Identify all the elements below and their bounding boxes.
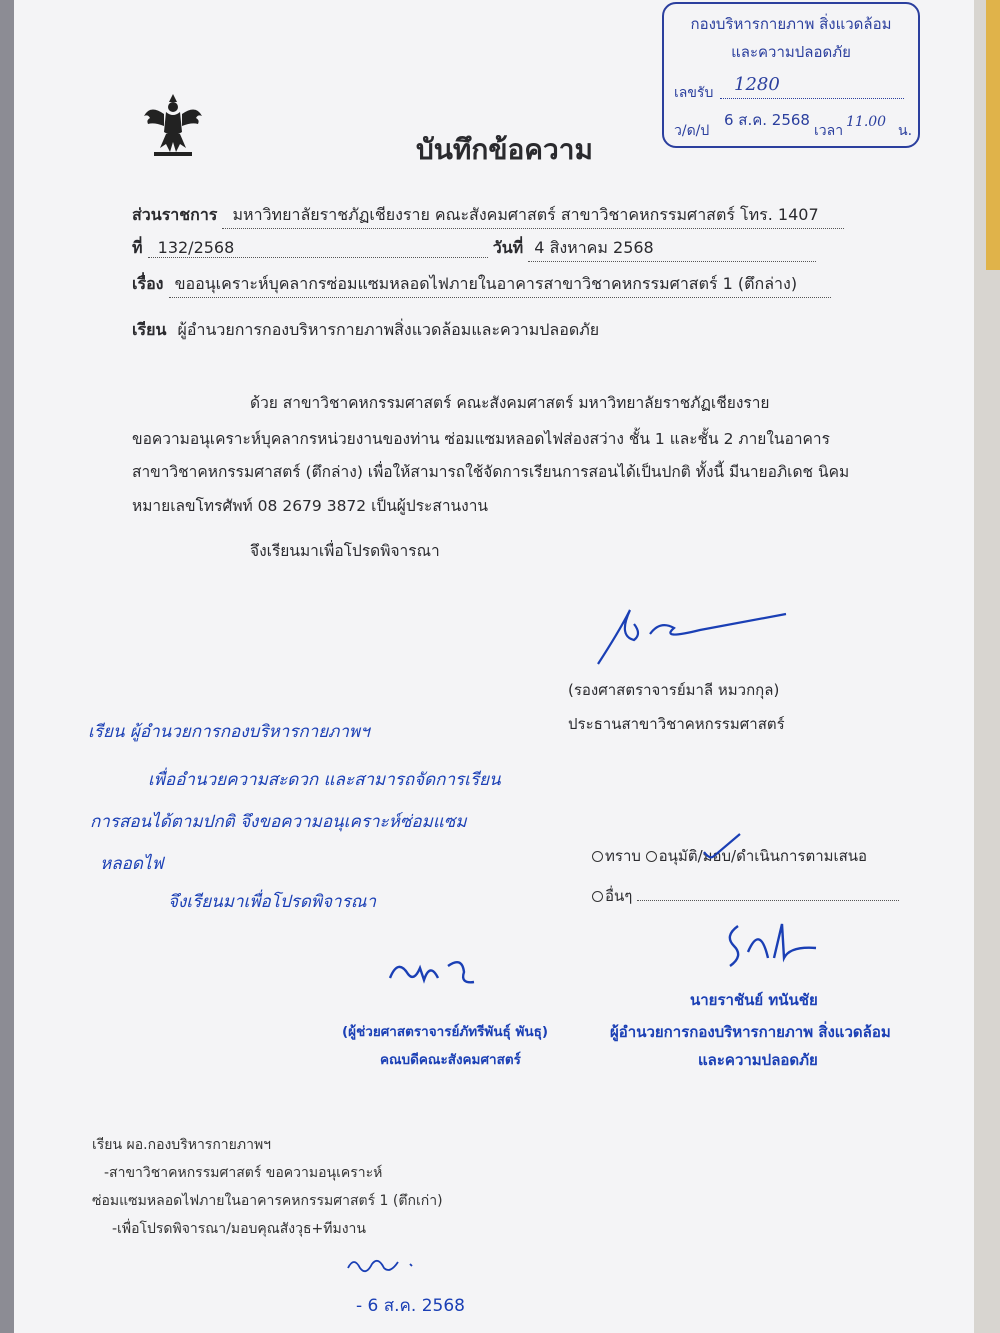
background-edge-left [0, 0, 14, 1333]
subject-label: เรื่อง [132, 274, 164, 293]
yellow-folder-edge [986, 0, 1000, 270]
stamp-time-label: เวลา [814, 123, 844, 139]
handwritten-line-4: หลอดไฟ [100, 854, 164, 874]
stamp-line2: และความปลอดภัย [731, 43, 851, 61]
stamp-line1: กองบริหารกายภาพ สิ่งแวดล้อม [690, 15, 892, 33]
decision-check-mark [700, 830, 746, 864]
option-approve: อนุมัติ/มอบ/ดำเนินการตามเสนอ [658, 847, 868, 865]
stamp-date: 6 ส.ค. 2568 [724, 111, 810, 129]
dept-row [132, 203, 844, 229]
other-line [637, 900, 899, 901]
stamp-date-label: ว/ด/ป [674, 123, 710, 139]
to-row [132, 318, 599, 343]
director-title-1: ผู้อำนวยการกองบริหารกายภาพ สิ่งแวดล้อม [610, 1023, 891, 1041]
stamp-time: 11.00 [846, 114, 887, 130]
stamp-recv-label: เลขรับ [674, 85, 714, 101]
signer-name: (รองศาสตราจารย์มาลี หมวกกุล) [568, 681, 780, 699]
subject-value: ขออนุเคราะห์บุคลากรซ่อมแซมหลอดไฟภายในอาคารสาขาวิชาคหกรรมศาสตร์ 1 (ตึกล่าง) [169, 272, 831, 298]
option-know: ทราบ [605, 847, 641, 865]
director-title-2: และความปลอดภัย [698, 1051, 818, 1069]
memo-title: บันทึกข้อความ [416, 133, 593, 166]
dean-signature [384, 948, 484, 994]
footer-line-4: -เพื่อโปรดพิจารณา/มอบคุณสังวุธ+ทีมงาน [112, 1221, 366, 1237]
handwritten-line-5: จึงเรียนมาเพื่อโปรดพิจารณา [168, 892, 377, 912]
dean-title: คณบดีคณะสังคมศาสตร์ [380, 1052, 521, 1068]
option-circle-know[interactable] [592, 851, 603, 862]
stamp-recv-line [720, 98, 904, 99]
footer-line-3: ซ่อมแซมหลอดไฟภายในอาคารคหกรรมศาสตร์ 1 (ตึกเก่า) [92, 1193, 443, 1209]
handwritten-line-2: เพื่ออำนวยความสะดวก และสามารถจัดการเรียน [148, 770, 501, 790]
receiving-stamp [662, 2, 920, 148]
body-line-4: หมายเลขโทรศัพท์ 08 2679 3872 เป็นผู้ประสานงาน [132, 497, 489, 515]
date-value: 4 สิงหาคม 2568 [528, 236, 816, 262]
no-row [132, 236, 816, 262]
body-line-2: ขอความอนุเคราะห์บุคลากรหน่วยงานของท่าน ซ่อมแซมหลอดไฟส่องสว่าง ชั้น 1 และชั้น 2 ภายในอาคาร [132, 430, 830, 448]
option-circle-approve[interactable] [646, 851, 657, 862]
to-label: เรียน [132, 320, 167, 339]
handwritten-line-3: การสอนได้ตามปกติ จึงขอความอนุเคราะห์ซ่อมแซม [90, 812, 467, 832]
footer-initials [344, 1250, 424, 1278]
stamp-recv-no: 1280 [734, 74, 780, 95]
footer-line-2: -สาขาวิชาคหกรรมศาสตร์ ขอความอนุเคราะห์ [104, 1165, 383, 1181]
to-value: ผู้อำนวยการกองบริหารกายภาพสิ่งแวดล้อมและความปลอดภัย [177, 320, 600, 339]
director-signature [724, 918, 820, 974]
no-label: ที่ [132, 238, 143, 257]
date-label: วันที่ [492, 238, 524, 257]
dean-name: (ผู้ช่วยศาสตราจารย์ภัทรีพันธุ์ พันธุ) [342, 1024, 549, 1040]
footer-date: - 6 ส.ค. 2568 [356, 1296, 465, 1316]
subject-row [132, 272, 831, 298]
garuda-emblem-icon [140, 92, 206, 162]
chair-signature [590, 600, 790, 670]
dept-value: มหาวิทยาลัยราชภัฏเชียงราย คณะสังคมศาสตร์ สาขาวิชาคหกรรมศาสตร์ โทร. 1407 [222, 203, 844, 229]
stamp-time-unit: น. [898, 123, 913, 139]
signer-title: ประธานสาขาวิชาคหกรรมศาสตร์ [568, 715, 785, 733]
option-circle-other[interactable] [592, 891, 603, 902]
decision-other-row [592, 884, 899, 908]
option-other: อื่นๆ [605, 887, 633, 905]
closing-line: จึงเรียนมาเพื่อโปรดพิจารณา [250, 542, 440, 560]
body-line-3: สาขาวิชาคหกรรมศาสตร์ (ตึกล่าง) เพื่อให้สามารถใช้จัดการเรียนการสอนได้เป็นปกติ ทั้งนี้ มีนายอภิเดช นิคม [132, 463, 850, 481]
no-value: 132/2568 [148, 238, 488, 258]
footer-line-1: เรียน ผอ.กองบริหารกายภาพฯ [92, 1137, 272, 1153]
body-line-1: ด้วย สาขาวิชาคหกรรมศาสตร์ คณะสังคมศาสตร์ มหาวิทยาลัยราชภัฏเชียงราย [250, 394, 770, 412]
dept-label: ส่วนราชการ [132, 205, 218, 224]
handwritten-line-1: เรียน ผู้อำนวยการกองบริหารกายภาพฯ [88, 722, 370, 742]
director-name: นายราชันย์ ทนันชัย [690, 991, 818, 1009]
